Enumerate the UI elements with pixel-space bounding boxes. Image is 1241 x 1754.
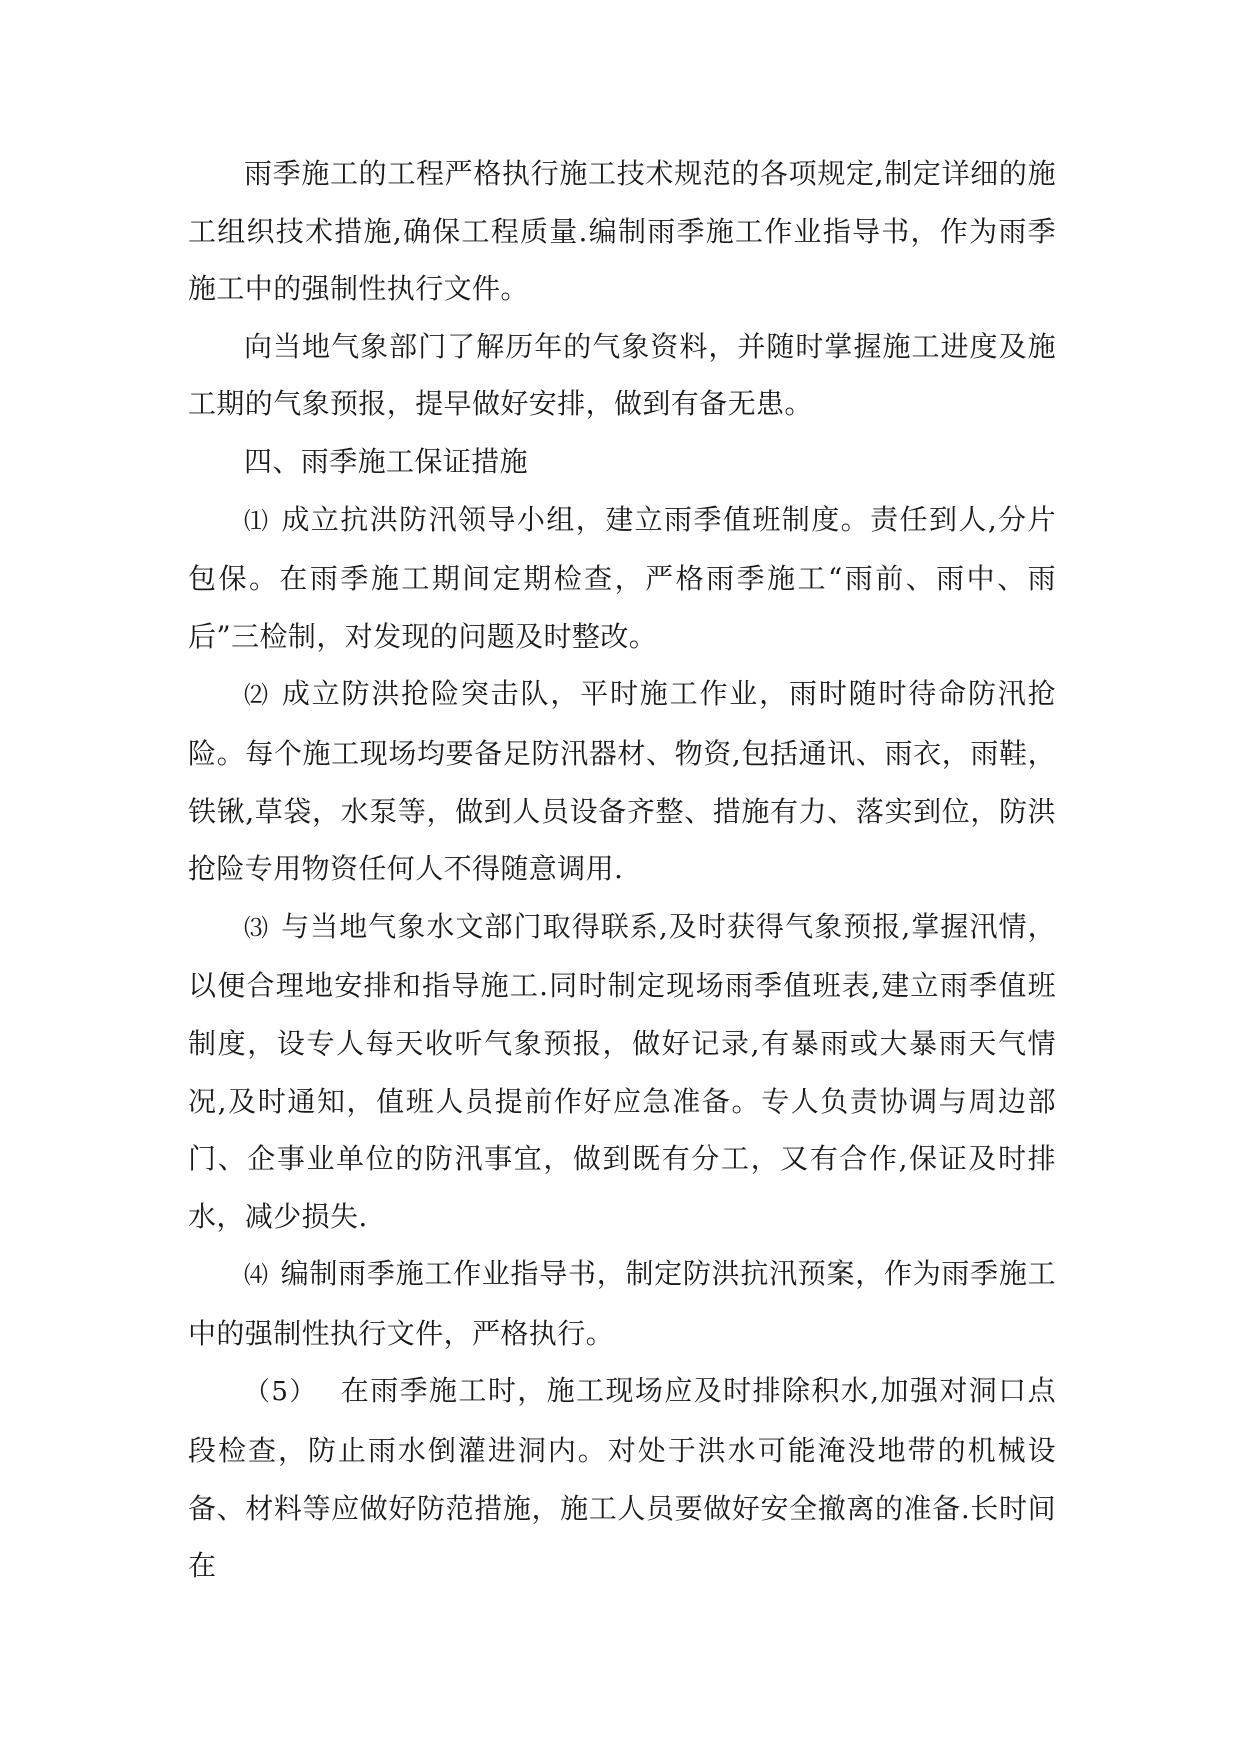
measure-item-2 [188, 665, 1056, 897]
paragraph-weather-data [188, 318, 1056, 433]
measure-text: 与当地气象水文部门取得联系,及时获得气象预报,掌握汛情，以便合理地安排和指导施工.同时制定现场雨季值班表,建立雨季值班制度，设专人每天收听气象预报，做好记录,有暴雨或大暴雨天气情况,及时通知，值班人员提前作好应急准备。专人负责协调与周边部门、企事业单位的防汛事宜，做到既有分工，又有合作,保证及时排水，减少损失. [188, 909, 1056, 1233]
paragraph-text: 雨季施工的工程严格执行施工技术规范的各项规定,制定详细的施工组织技术措施,确保工程质量.编制雨季施工作业指导书，作为雨季施工中的强制性执行文件。 [188, 157, 1056, 306]
measure-text: 成立防洪抢险突击队，平时施工作业，雨时随时待命防汛抢险。每个施工现场均要备足防汛器材、物资,包括通讯、雨衣，雨鞋，铁锹,草袋，水泵等，做到人员设备齐整、措施有力、落实到位，防洪抢险专用物资任何人不得随意调用. [188, 677, 1057, 886]
measure-item-1 [188, 491, 1056, 666]
measure-text: 编制雨季施工作业指导书，制定防洪抗汛预案，作为雨季施工中的强制性执行文件，严格执行。 [188, 1257, 1056, 1350]
paragraph-text: 向当地气象部门了解历年的气象资料，并随时掌握施工进度及施工期的气象预报，提早做好安排，做到有备无患。 [188, 329, 1056, 421]
measure-number: ⑴ [244, 506, 270, 535]
measure-number: ⑷ [244, 1261, 269, 1290]
measure-number: ⑶ [244, 913, 270, 942]
measure-item-5 [188, 1362, 1056, 1594]
section-heading: 四、雨季施工保证措施 [244, 444, 529, 478]
measure-text: 成立抗洪防汛领导小组，建立雨季值班制度。责任到人,分片包保。在雨季施工期间定期检查，严格雨季施工“雨前、雨中、雨后”三检制，对发现的问题及时整改。 [188, 502, 1056, 653]
document-body [188, 145, 1056, 1595]
paragraph-construction-standards [188, 145, 1056, 318]
measure-text: 在雨季施工时，施工现场应及时排除积水,加强对洞口点段检查，防止雨水倒灌进洞内。对处于洪水可能淹没地带的机械设备、材料等应做好防范措施，施工人员要做好安全撤离的准备.长时间在 [188, 1374, 1056, 1583]
measure-item-3 [188, 898, 1056, 1246]
measure-number: ⑵ [244, 681, 270, 710]
measure-number: （5） [244, 1377, 317, 1408]
measure-item-4 [188, 1245, 1056, 1362]
